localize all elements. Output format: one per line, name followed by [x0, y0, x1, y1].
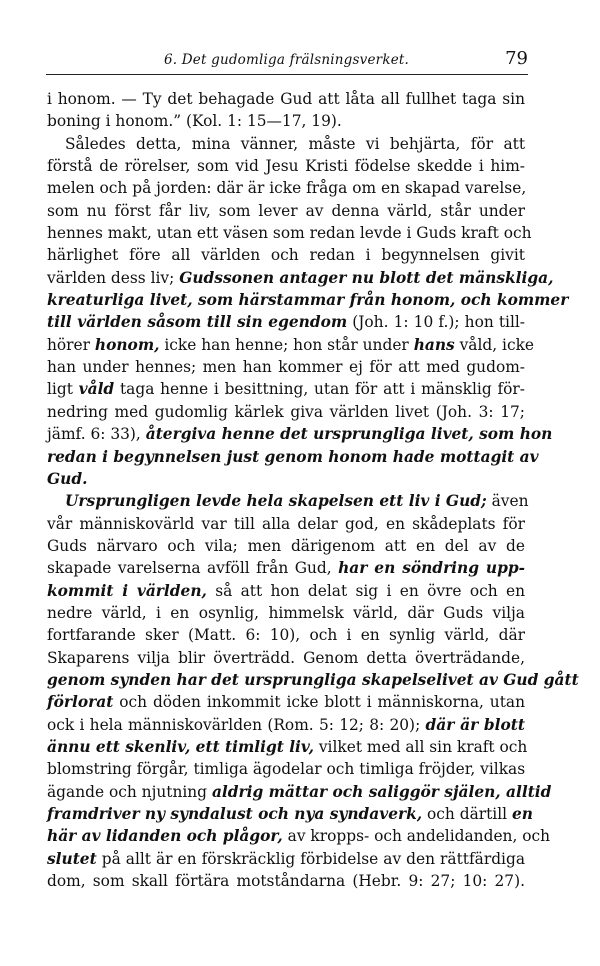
text-segment: vår människovärld var till alla delar god, en skådeplats för	[47, 514, 525, 533]
text-segment: förstå de rörelser, som vid Jesu Kristi födelse skedde i him-	[47, 157, 525, 176]
text-line	[47, 267, 554, 289]
text-segment: så att hon delat sig i en övre och en	[206, 581, 525, 600]
text-segment: (Joh. 1: 10 f.); hon till-	[347, 313, 525, 332]
text-segment: Guds närvaro och vila; men därigenom att en del av de	[47, 536, 525, 555]
text-line	[47, 490, 529, 512]
emphasized-text: genom synden har det ursprungliga skapelselivet av Gud gått	[47, 670, 579, 689]
text-line	[47, 289, 569, 311]
text-segment: dom, som skall förtära motståndarna (Hebr. 9: 27; 10: 27).	[47, 872, 525, 891]
text-segment: nedre värld, i en osynlig, himmelsk värld, där Guds vilja	[47, 603, 525, 622]
text-line	[47, 155, 525, 177]
text-line	[47, 110, 525, 132]
text-line	[47, 624, 525, 646]
text-line	[47, 378, 525, 400]
text-line	[47, 200, 525, 222]
text-line	[47, 535, 525, 557]
emphasized-text: framdriver ny syndalust och nya syndaverk,	[47, 805, 423, 823]
text-line	[47, 736, 528, 758]
emphasized-text: redan i begynnelsen just genom honom hade mottagit av	[47, 447, 539, 466]
text-line	[47, 557, 525, 579]
emphasized-text: slutet	[47, 849, 97, 868]
text-segment: vilket med all sin kraft och	[313, 737, 528, 756]
text-segment: ägande och njutning	[47, 782, 212, 801]
emphasized-text: Gud.	[47, 469, 88, 488]
text-segment: och döden inkommit icke blott i människorna, utan	[113, 693, 525, 712]
text-segment: skapade varelserna avföll från Gud,	[47, 559, 339, 578]
emphasized-text: återgiva henne det ursprungliga livet, som hon	[145, 425, 553, 444]
text-segment: ock i hela människovärlden (Rom. 5: 12; 8: 20);	[47, 715, 426, 734]
text-segment: och därtill	[422, 805, 512, 823]
text-segment: Således detta, mina vänner, måste vi behjärta, för att	[65, 134, 525, 153]
text-segment: på allt är en förskräcklig förbidelse av den rättfärdiga	[96, 849, 525, 868]
text-segment: ligt	[47, 380, 79, 399]
page-number: 79	[505, 48, 528, 69]
emphasized-text: en	[511, 805, 533, 823]
text-line	[47, 513, 525, 535]
emphasized-text: ännu ett skenliv, ett timligt liv,	[47, 737, 314, 756]
text-segment: jämf. 6: 33),	[47, 425, 146, 444]
text-line	[47, 401, 525, 423]
emphasized-text: har en söndring upp-	[338, 559, 525, 578]
text-line	[47, 177, 525, 199]
text-line	[47, 848, 525, 870]
text-segment: boning i honom.” (Kol. 1: 15—17, 19).	[47, 112, 342, 131]
text-segment: hennes makt, utan ett väsen som redan levde i Guds kraft och	[47, 224, 532, 243]
text-line	[47, 133, 525, 155]
emphasized-text: aldrig mättar och saliggör själen, alltid	[211, 782, 552, 801]
text-line	[47, 580, 525, 602]
text-segment: hör	[47, 335, 74, 354]
text-line	[47, 446, 539, 468]
text-segment: i honom. — Ty det behagade Gud att låta all fullhet taga sin	[47, 90, 525, 108]
text-segment: han under hennes; men han kommer ej för att med gudom-	[47, 358, 525, 377]
text-line	[47, 356, 525, 378]
text-line	[47, 244, 525, 266]
text-segment: världen dess liv;	[47, 268, 180, 287]
emphasized-text: förlorat	[47, 693, 114, 712]
emphasized-text: Gudssonen antager nu blott det mänskliga,	[179, 268, 554, 287]
text-segment: våld, icke	[454, 335, 535, 354]
text-line	[47, 803, 533, 825]
body-text	[47, 88, 579, 892]
text-segment: Skaparens vilja blir överträdd. Genom detta överträdande,	[47, 648, 525, 667]
text-segment: fortfarande sker (Matt. 6: 10), och i en synlig värld, där	[47, 626, 525, 645]
text-segment: melen och på jorden: där är icke fråga om en skapad varelse,	[47, 179, 527, 198]
text-line	[47, 758, 525, 780]
running-title: 6. Det gudomliga frälsningsverket.	[164, 52, 410, 68]
text-segment: av kropps- och andelidanden, och	[282, 827, 551, 846]
text-line	[47, 714, 525, 736]
text-line	[47, 691, 525, 713]
emphasized-text: här av lidanden och plågor,	[47, 827, 283, 846]
text-segment: taga henne i besittning, utan för att i mänsklig för-	[114, 380, 525, 399]
text-line	[47, 781, 552, 803]
emphasized-text: våld	[78, 380, 115, 399]
text-segment: som nu först får liv, som lever av denna värld, står under	[47, 201, 525, 220]
emphasized-text: där är blott	[425, 715, 526, 734]
text-line	[47, 669, 579, 691]
text-line	[47, 88, 525, 110]
text-line	[47, 311, 525, 333]
text-line	[47, 602, 525, 624]
emphasized-text: Ursprungligen levde hela skapelsen ett liv i Gud;	[65, 492, 487, 511]
emphasized-text: kreaturliga livet, som härstammar från honom, och kommer	[47, 291, 569, 310]
text-segment: även	[486, 492, 529, 511]
emphasized-text: hans	[413, 335, 455, 354]
emphasized-text: kommit i världen,	[47, 581, 207, 600]
text-line	[47, 468, 525, 490]
text-line	[47, 423, 553, 445]
text-line	[47, 647, 525, 669]
text-segment: härlighet före all världen och redan i begynnelsen givit	[47, 246, 525, 265]
text-segment: icke han henne; hon står under	[159, 335, 414, 354]
text-segment: blomstring förgår, timliga ägodelar och timliga fröjder, vilkas	[47, 760, 526, 779]
page-header	[46, 48, 528, 75]
emphasized-text: honom,	[94, 335, 160, 354]
text-line	[47, 870, 525, 892]
text-line	[47, 334, 535, 356]
text-segment: nedring med gudomlig kärlek giva världen livet (Joh. 3: 17;	[47, 402, 525, 421]
text-segment: er	[73, 335, 95, 354]
emphasized-text: till världen såsom till sin egendom	[47, 313, 348, 332]
text-line	[47, 222, 532, 244]
text-line	[47, 825, 551, 847]
